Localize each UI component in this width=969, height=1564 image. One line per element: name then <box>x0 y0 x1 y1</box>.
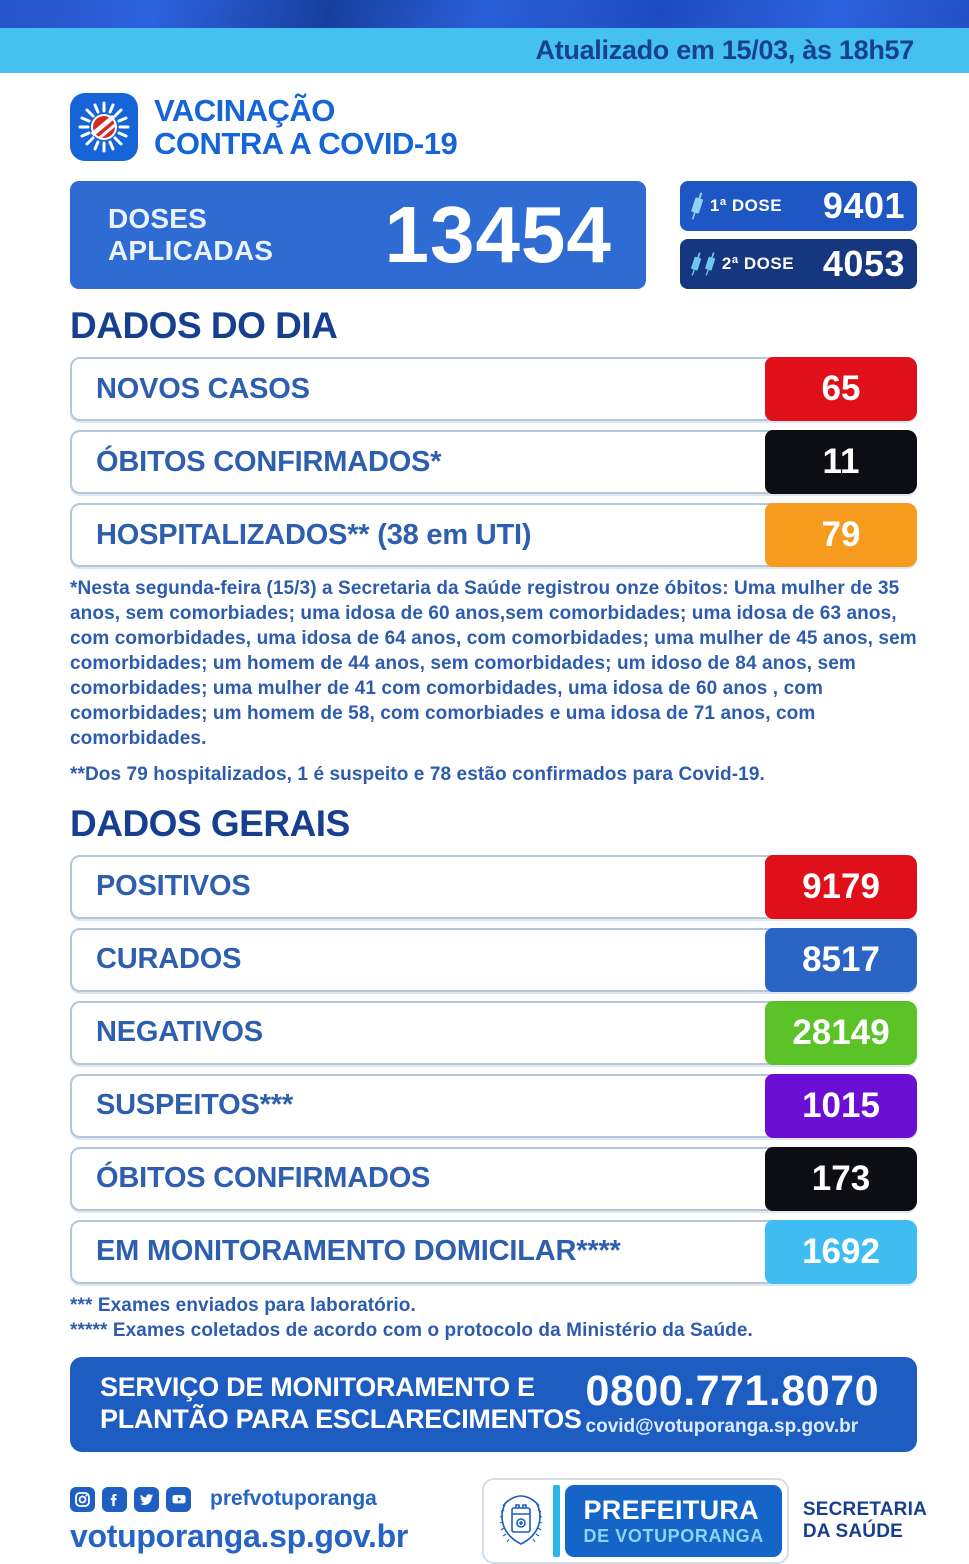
dose1-value: 9401 <box>822 185 905 226</box>
prefeitura-logo <box>482 1478 788 1564</box>
instagram-icon[interactable] <box>70 1487 95 1512</box>
page-title: VACINAÇÃO CONTRA A COVID-19 <box>154 92 458 161</box>
dose1-label: 1ª DOSE <box>709 196 783 215</box>
no-virus-starburst-icon <box>70 93 138 161</box>
social-handle[interactable]: prefvotuporanga <box>210 1487 377 1511</box>
stat-row-obitos-dia: ÓBITOS CONFIRMADOS* 11 <box>70 430 917 494</box>
youtube-icon[interactable] <box>166 1487 191 1512</box>
stat-row-positivos: POSITIVOS 9179 <box>70 855 917 919</box>
facebook-icon[interactable] <box>102 1487 127 1512</box>
service-phone[interactable]: 0800.771.8070 <box>585 1367 879 1416</box>
doses-section <box>70 181 917 289</box>
header-photo-strip <box>0 0 969 28</box>
general-section-heading: DADOS GERAIS <box>70 802 350 844</box>
general-footnote-lab: *** Exames enviados para laboratório. <box>70 1294 416 1316</box>
daily-section-heading: DADOS DO DIA <box>70 305 338 346</box>
stat-value-badge: 28149 <box>765 1001 917 1065</box>
stat-value-badge: 65 <box>765 357 917 421</box>
stat-row-suspeitos: SUSPEITOS*** 1015 <box>70 1074 917 1138</box>
doses-applied-label: DOSES APLICADAS <box>108 202 274 266</box>
stat-value-badge: 1015 <box>765 1074 917 1138</box>
daily-footnote-hospitalized: **Dos 79 hospitalizados, 1 é suspeito e 78 estão confirmados para Covid-19. <box>70 763 765 785</box>
service-email[interactable]: covid@votuporanga.sp.gov.br <box>585 1416 859 1438</box>
campaign-brand <box>70 93 917 161</box>
stat-value-badge: 79 <box>765 503 917 567</box>
stat-value-badge: 11 <box>765 430 917 494</box>
daily-footnote-deaths: *Nesta segunda-feira (15/3) a Secretaria da Saúde registrou onze óbitos: Uma mulher de 35 anos, sem comorbiades; uma idosa de 60 anos,sem comorbidades; uma idosa de 63 anos, com comorbidades, uma idosa de 64 anos, com comorbidades; uma mulher de 45 anos, sem comorbidades; um homem de 44 anos, sem comorbidades; um idoso de 84 anos, sem comorbidades; uma mulher de 41 com comorbidades, uma idosa de 60 anos , com comorbidades; um homem de 58, com comorbiades e uma idosa de 71 anos, com comorbidades. <box>70 578 917 750</box>
service-label: SERVIÇO DE MONITORAMENTO E PLANTÃO PARA ESCLARECIMENTOS <box>100 1372 582 1435</box>
service-contact-bar <box>70 1357 917 1452</box>
dose2-value: 4053 <box>822 243 905 284</box>
stat-value-badge: 9179 <box>765 855 917 919</box>
doses-applied-box <box>70 181 646 289</box>
city-crest-icon <box>489 1485 553 1557</box>
stat-row-hospitalizados: HOSPITALIZADOS** (38 em UTI) 79 <box>70 503 917 567</box>
secretaria-saude-label: SECRETARIA DA SAÚDE <box>802 1498 927 1542</box>
dose2-label: 2ª DOSE <box>721 254 795 273</box>
stat-row-obitos-total: ÓBITOS CONFIRMADOS 173 <box>70 1147 917 1211</box>
twitter-icon[interactable] <box>134 1487 159 1512</box>
doses-total-value: 13454 <box>384 190 612 279</box>
syringe-icon <box>686 190 709 223</box>
stat-value-badge: 173 <box>765 1147 917 1211</box>
update-timestamp: Atualizado em 15/03, às 18h57 <box>535 35 914 65</box>
stat-row-curados: CURADOS 8517 <box>70 928 917 992</box>
website-link[interactable]: votuporanga.sp.gov.br <box>70 1517 409 1554</box>
stat-value-badge: 1692 <box>765 1220 917 1284</box>
logo-accent-stripe <box>553 1485 560 1557</box>
stat-value-badge: 8517 <box>765 928 917 992</box>
general-footnote-protocol: ***** Exames coletados de acordo com o protocolo da Ministério da Saúde. <box>70 1319 753 1341</box>
dose1-box <box>680 181 917 231</box>
prefeitura-wordmark: PREFEITURA DE VOTUPORANGA <box>565 1485 781 1557</box>
dose2-box <box>680 239 917 289</box>
update-bar <box>0 28 969 73</box>
stat-row-negativos: NEGATIVOS 28149 <box>70 1001 917 1065</box>
footer <box>0 1478 969 1564</box>
stat-row-novos-casos: NOVOS CASOS 65 <box>70 357 917 421</box>
stat-row-monitoramento: EM MONITORAMENTO DOMICILAR**** 1692 <box>70 1220 917 1284</box>
